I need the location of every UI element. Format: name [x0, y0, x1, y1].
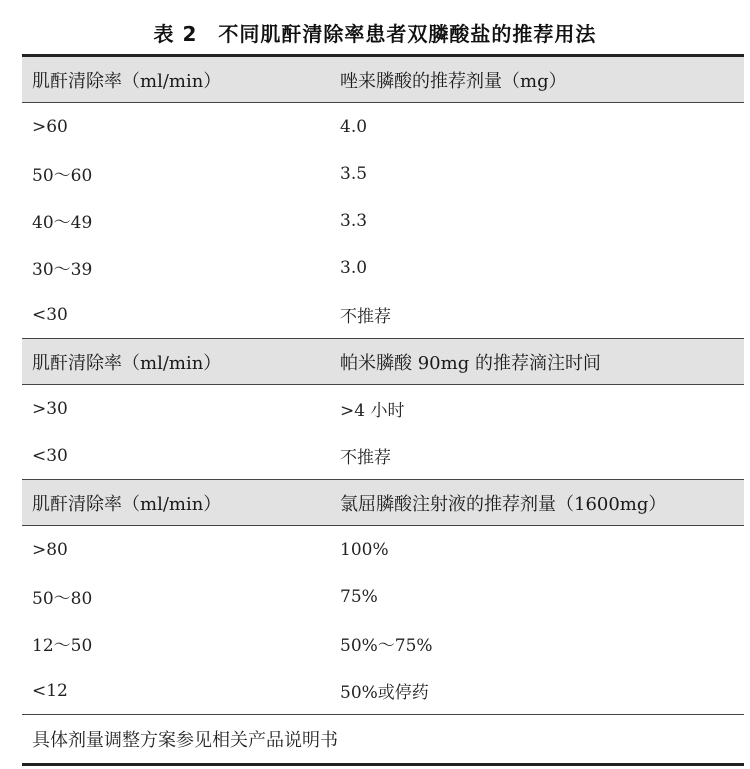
table-row [22, 526, 744, 573]
clearance-value: 12～50 [32, 636, 93, 656]
dose-value: 4.0 [340, 116, 368, 137]
dose-value: 50%～75% [340, 636, 433, 656]
dose-value: 3.0 [340, 257, 368, 278]
header-clearance: 肌酐清除率（ml/min） [32, 493, 222, 515]
dosage-table [22, 54, 744, 766]
clearance-value: <12 [32, 680, 68, 701]
header-pamidronate-time: 帕米膦酸 90mg 的推荐滴注时间 [340, 352, 601, 374]
table-bottom-rule [22, 763, 744, 766]
header-clearance: 肌酐清除率（ml/min） [32, 352, 222, 374]
dose-value: 3.5 [340, 163, 368, 184]
section-header-clodronate [22, 480, 744, 525]
dose-value: 100% [340, 539, 389, 560]
header-clearance: 肌酐清除率（ml/min） [32, 70, 222, 92]
table-row [22, 667, 744, 714]
header-zoledronic-dose: 唑来膦酸的推荐剂量（mg） [340, 70, 567, 92]
table-row [22, 291, 744, 338]
table-row [22, 620, 744, 667]
table-row [22, 432, 744, 479]
section-header-zoledronic [22, 57, 744, 102]
clearance-value: <30 [32, 304, 68, 325]
clearance-value: <30 [32, 445, 68, 466]
table-row [22, 385, 744, 432]
table-title: 表 2 不同肌酐清除率患者双膦酸盐的推荐用法 [153, 22, 597, 46]
clearance-value: >60 [32, 116, 68, 137]
clearance-value: 50～60 [32, 166, 93, 186]
clearance-value: >30 [32, 398, 68, 419]
infusion-time-value: >4 小时 [340, 401, 405, 421]
dose-value: 3.3 [340, 210, 368, 231]
table-row [22, 244, 744, 291]
dose-value: 不推荐 [340, 307, 391, 327]
infusion-time-value: 不推荐 [340, 448, 391, 468]
clearance-value: 50～80 [32, 589, 93, 609]
table-row [22, 197, 744, 244]
table-row [22, 103, 744, 150]
header-clodronate-dose: 氯屈膦酸注射液的推荐剂量（1600mg） [340, 493, 667, 515]
table-row [22, 573, 744, 620]
section-header-pamidronate [22, 339, 744, 384]
clearance-value: 30～39 [32, 260, 93, 280]
table-footnote: 具体剂量调整方案参见相关产品说明书 [32, 730, 338, 751]
dose-value: 75% [340, 586, 378, 607]
dose-value: 50%或停药 [340, 683, 429, 703]
table-row [22, 150, 744, 197]
clearance-value: >80 [32, 539, 68, 560]
clearance-value: 40～49 [32, 213, 93, 233]
